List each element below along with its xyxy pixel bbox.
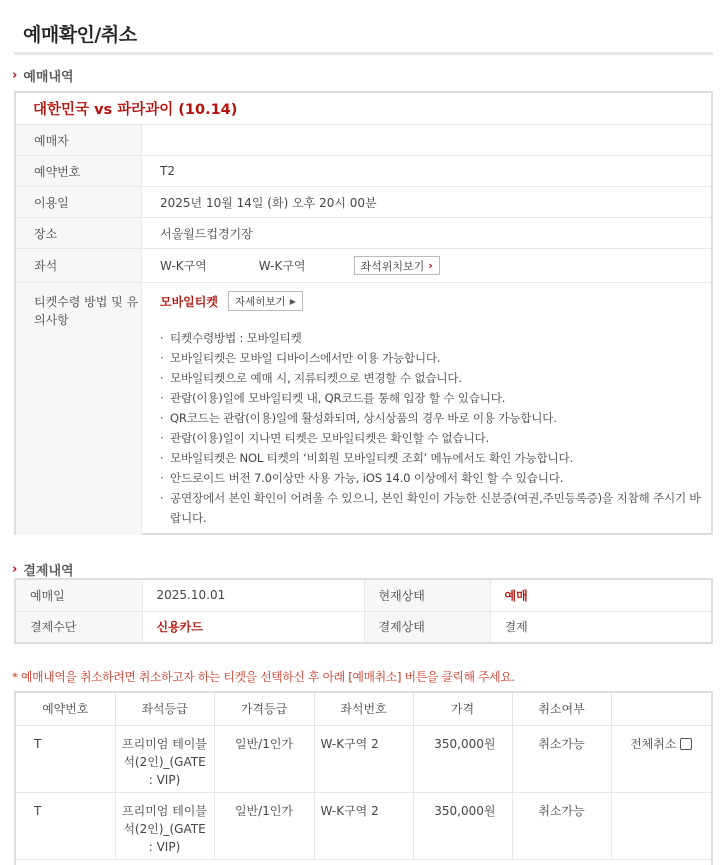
seat-label: 좌석: [16, 249, 142, 282]
title-divider: [14, 52, 713, 55]
ticket-price: 350,000원: [413, 725, 512, 792]
ticket-info-row: [16, 283, 711, 535]
usage-date-label: 이용일: [16, 187, 142, 217]
ticket-reservation: T: [16, 725, 115, 792]
column-header: 가격: [413, 693, 512, 725]
ticket-row: [16, 725, 711, 792]
cancel-all-checkbox[interactable]: [680, 738, 692, 750]
ticket-cancelable: 취소가능: [512, 792, 611, 859]
booker-label: 예매자: [16, 125, 142, 155]
venue-label: 장소: [16, 218, 142, 248]
ticket-notes-list: [160, 328, 711, 528]
detail-button-label: 자세히보기: [234, 295, 286, 308]
current-status-value: 예매: [490, 580, 711, 611]
venue-value: 서울월드컵경기장: [160, 226, 253, 241]
order-date-value: 2025.10.01: [142, 580, 364, 611]
seat-row: [16, 249, 711, 283]
cancel-all-toggle[interactable]: [630, 735, 692, 753]
payment-method-label: 결제수단: [16, 611, 142, 642]
ticket-price: 350,000원: [413, 792, 512, 859]
empty-cell: [611, 792, 711, 859]
usage-date-row: [16, 187, 711, 218]
tickets-header-row: [16, 693, 711, 725]
payment-section-title: 결제내역: [23, 564, 74, 579]
reservation-number-value: T2: [160, 164, 175, 178]
note-item: · 관람(이용)일에 모바일티켓 내, QR코드를 통해 입장 할 수 있습니다.: [160, 388, 711, 408]
seat-value-1: W-K구역: [160, 259, 207, 273]
triangle-right-icon: ▶: [289, 296, 296, 306]
ticket-price-grade: 일반/1인가: [214, 725, 314, 792]
column-header: 예약번호: [16, 693, 115, 725]
payment-status-label: 결제상태: [364, 611, 490, 642]
note-item: · 안드로이드 버전 7.0이상만 사용 가능, iOS 14.0 이상에서 확인 할 수 있습니다.: [160, 468, 711, 488]
payment-row: [16, 580, 711, 611]
column-header: [611, 693, 711, 725]
order-date-label: 예매일: [16, 580, 142, 611]
column-header: 좌석등급: [115, 693, 214, 725]
payment-table: [16, 580, 711, 642]
booking-details-box: [14, 91, 713, 535]
payment-method-value: 신용카드: [142, 611, 364, 642]
venue-row: [16, 218, 711, 249]
ticket-row: [16, 792, 711, 859]
reservation-number-row: [16, 156, 711, 187]
ticket-reservation: T: [16, 792, 115, 859]
chevron-right-icon: ›: [428, 259, 433, 272]
seat-value-2: W-K구역: [258, 259, 306, 273]
seat-location-button-label: 좌석위치보기: [360, 259, 425, 273]
ticket-method-line: [160, 291, 303, 311]
payment-details-box: [14, 578, 713, 644]
note-item: · 모바일티켓은 NOL 티켓의 ‘비회원 모바일티켓 조회’ 메뉴에서도 확인 가능합니다.: [160, 448, 711, 468]
event-title: 대한민국 vs 파라과이 (10.14): [16, 93, 711, 125]
note-item: · 공연장에서 본인 확인이 어려울 수 있으니, 본인 확인이 가능한 신분증(여권,주민등록증)을 지참해 주시기 바랍니다.: [160, 488, 711, 528]
booker-row: [16, 125, 711, 156]
cancel-all-cell: [611, 725, 711, 792]
ticket-price-grade: 일반/1인가: [214, 792, 314, 859]
reservation-number-label: 예약번호: [16, 156, 142, 186]
note-item: · 모바일티켓으로 예매 시, 지류티켓으로 변경할 수 없습니다.: [160, 368, 711, 388]
chevron-right-icon: ›: [12, 562, 18, 577]
ticket-seat: W-K구역 2: [314, 792, 413, 859]
seat-location-button[interactable]: [354, 256, 440, 275]
seat-values: [142, 249, 711, 282]
ticket-info-label: 티켓수령 방법 및 유의사항: [16, 283, 142, 535]
note-item: · QR코드는 관람(이용)일에 활성화되며, 상시상품의 경우 바로 이용 가능합니다.: [160, 408, 711, 428]
payment-section-header: [12, 560, 74, 579]
payment-status-value: 결제: [504, 620, 528, 635]
ticket-method: 모바일티켓: [160, 294, 218, 309]
detail-button[interactable]: [228, 291, 303, 311]
current-status-label: 현재상태: [364, 580, 490, 611]
booker-value: [142, 125, 711, 155]
page-title: 예매확인/취소: [23, 24, 137, 46]
booking-section-header: [12, 66, 74, 85]
ticket-info-value: [142, 283, 711, 535]
column-header: 가격등급: [214, 693, 314, 725]
cancel-all-label: 전체취소: [630, 736, 677, 751]
payment-row: [16, 611, 711, 642]
note-item: · 티켓수령방법 : 모바일티켓: [160, 328, 711, 348]
column-header: 취소여부: [512, 693, 611, 725]
usage-date-value: 2025년 10월 14일 (화) 오후 20시 00분: [160, 195, 377, 210]
ticket-grade: 프리미엄 테이블석(2인)_(GATE : VIP): [115, 792, 214, 859]
ticket-grade: 프리미엄 테이블석(2인)_(GATE : VIP): [115, 725, 214, 792]
tickets-box: [14, 691, 713, 865]
note-item: · 모바일티켓은 모바일 디바이스에서만 이용 가능합니다.: [160, 348, 711, 368]
cancel-notice: * 예매내역을 취소하려면 취소하고자 하는 티켓을 선택하신 후 아래 [예매취소] 버튼을 클릭해 주세요.: [12, 670, 515, 684]
tickets-table: [16, 693, 711, 860]
ticket-cancelable: 취소가능: [512, 725, 611, 792]
chevron-right-icon: ›: [12, 68, 18, 83]
note-item: · 관람(이용)일이 지나면 티켓은 모바일티켓은 확인할 수 없습니다.: [160, 428, 711, 448]
ticket-seat: W-K구역 2: [314, 725, 413, 792]
column-header: 좌석번호: [314, 693, 413, 725]
booking-section-title: 예매내역: [23, 70, 74, 85]
